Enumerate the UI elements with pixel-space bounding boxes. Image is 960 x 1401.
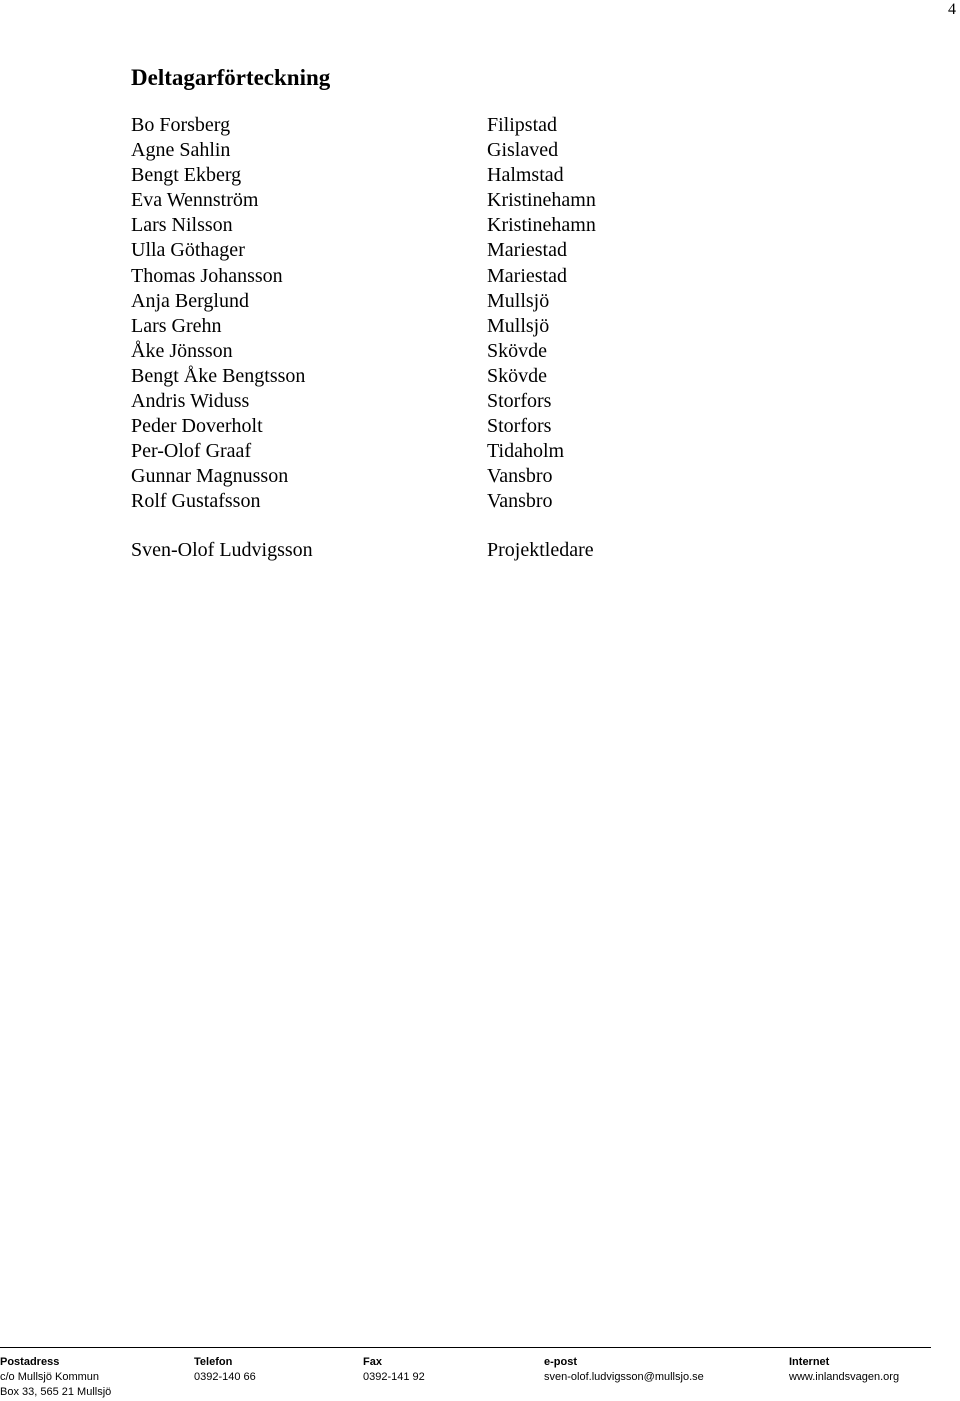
project-leader-role: Projektledare (487, 539, 594, 561)
participant-name: Bo Forsberg (131, 114, 231, 136)
participant-city: Storfors (487, 415, 552, 438)
participant-row (131, 339, 751, 364)
participant-name: Bengt Åke Bengtsson (131, 364, 306, 387)
participant-city: Skövde (487, 364, 547, 387)
footer-email-link[interactable]: sven-olof.ludvigsson@mullsjo.se (544, 1371, 704, 1383)
participant-name: Lars Grehn (131, 314, 222, 337)
participant-name: Ulla Göthager (131, 239, 245, 262)
participant-name: Lars Nilsson (131, 214, 233, 237)
participant-row (131, 489, 751, 514)
participant-name: Thomas Johansson (131, 264, 283, 287)
participant-name: Bengt Ekberg (131, 164, 242, 187)
participant-city: Tidaholm (487, 440, 565, 463)
footer-epost-heading: e-post (544, 1356, 577, 1368)
participant-city: Mullsjö (487, 314, 550, 337)
participant-city: Skövde (487, 339, 547, 362)
participant-name: Anja Berglund (131, 289, 249, 312)
participant-name: Agne Sahlin (131, 139, 231, 162)
page-title: Deltagarförteckning (131, 65, 331, 90)
participant-name: Per-Olof Graaf (131, 440, 252, 463)
participant-name: Peder Doverholt (131, 415, 263, 438)
participant-row (131, 238, 751, 263)
footer-website-link[interactable]: www.inlandsvagen.org (789, 1371, 900, 1383)
participant-name: Gunnar Magnusson (131, 465, 289, 488)
footer-postadress-line1: c/o Mullsjö Kommun (0, 1371, 100, 1383)
participant-name: Rolf Gustafsson (131, 490, 261, 513)
participant-city: Mariestad (487, 264, 567, 287)
footer-fax-number: 0392-141 92 (363, 1371, 425, 1383)
participant-row (131, 289, 751, 314)
participant-city: Mariestad (487, 239, 567, 262)
participant-list (131, 113, 751, 515)
participant-city: Vansbro (487, 490, 553, 513)
participant-city: Mullsjö (487, 289, 550, 312)
participant-row (131, 439, 751, 464)
footer-postadress (0, 1355, 111, 1400)
participant-row (131, 314, 751, 339)
participant-name: Eva Wennström (131, 189, 259, 212)
participant-city: Storfors (487, 390, 552, 413)
footer-fax (363, 1355, 425, 1385)
footer-postadress-heading: Postadress (0, 1356, 60, 1368)
project-leader-row (131, 538, 751, 564)
participant-row (131, 188, 751, 213)
participant-row (131, 414, 751, 439)
footer-fax-heading: Fax (363, 1356, 382, 1368)
participant-city: Halmstad (487, 164, 564, 187)
footer-telefon-number: 0392-140 66 (194, 1371, 256, 1383)
participant-row (131, 113, 751, 138)
participant-city: Kristinehamn (487, 214, 596, 237)
participant-row (131, 464, 751, 489)
footer-internet (789, 1355, 899, 1385)
participant-city: Gislaved (487, 139, 559, 162)
participant-city: Vansbro (487, 465, 553, 488)
participant-name: Åke Jönsson (131, 339, 233, 362)
participant-city: Filipstad (487, 114, 558, 136)
participant-row (131, 138, 751, 163)
participant-name: Andris Widuss (131, 390, 250, 413)
page-number: 4 (948, 1, 956, 18)
project-leader-name: Sven-Olof Ludvigsson (131, 539, 313, 561)
footer-divider (0, 1347, 931, 1348)
footer-internet-heading: Internet (789, 1356, 830, 1368)
footer-telefon (194, 1355, 256, 1385)
participant-row (131, 389, 751, 414)
participant-row (131, 213, 751, 238)
participant-row (131, 264, 751, 289)
footer-telefon-heading: Telefon (194, 1356, 233, 1368)
footer-postadress-line2: Box 33, 565 21 Mullsjö (0, 1386, 112, 1398)
participant-row (131, 163, 751, 188)
participant-city: Kristinehamn (487, 189, 596, 212)
footer-epost (544, 1355, 704, 1385)
participant-row (131, 364, 751, 389)
